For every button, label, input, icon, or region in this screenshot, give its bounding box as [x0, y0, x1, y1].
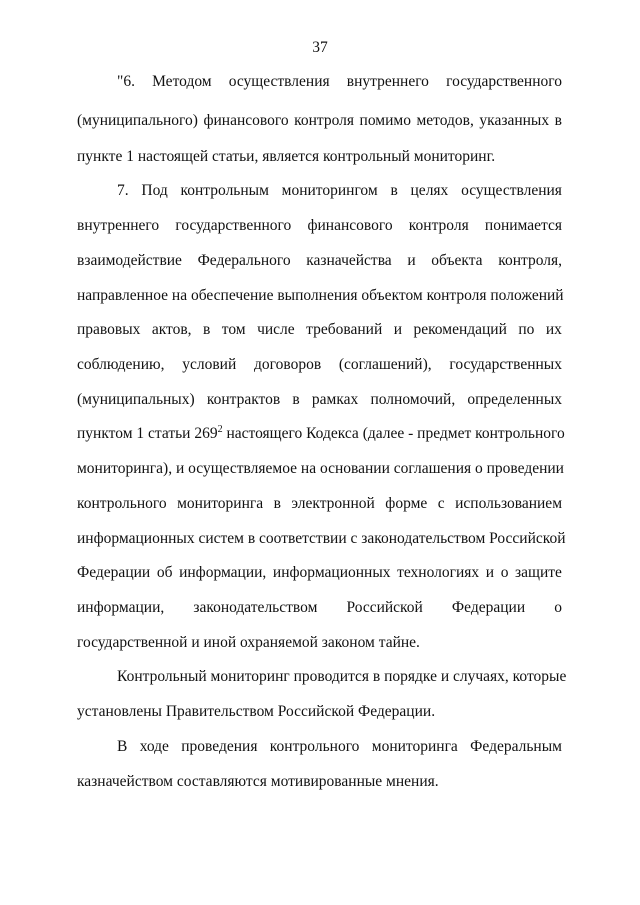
word: (соглашений), — [338, 356, 432, 373]
paragraph-7-line-6 — [77, 355, 562, 375]
word: В — [117, 738, 128, 755]
word: в — [554, 112, 562, 129]
paragraph-monitoring-line-2: установлены Правительством Российской Федерации. — [77, 703, 436, 720]
word: контрактов — [206, 391, 281, 408]
paragraph-7-line-4: направленное на обеспечение выполнения объектом контроля положений — [77, 287, 564, 304]
word: объекта — [431, 252, 483, 269]
word: помимо — [359, 112, 411, 129]
word: том — [221, 321, 246, 338]
word: в — [292, 391, 300, 408]
word: контрольного — [269, 738, 360, 755]
paragraph-6-line-2 — [77, 111, 562, 131]
word: государственных — [449, 356, 562, 373]
text-segment: настоящего Кодекса (далее - предмет контрольного — [222, 425, 565, 442]
word: и — [393, 321, 402, 338]
paragraph-7-line-9: мониторинга), и осуществляемое на основании соглашения о проведении — [77, 460, 564, 477]
word: проведения — [181, 738, 258, 755]
paragraph-7-line-2 — [77, 216, 562, 236]
word: требований — [306, 321, 383, 338]
word: методов, — [416, 112, 474, 129]
word: и — [407, 252, 416, 269]
word: финансового — [307, 217, 393, 234]
word: определенных — [467, 391, 562, 408]
word: рамках — [311, 391, 359, 408]
superscript-article-number: 2 — [217, 423, 223, 435]
word: их — [545, 321, 562, 338]
word: соблюдению, — [77, 356, 165, 373]
paragraph-6-line-1 — [117, 72, 562, 92]
word: форме — [385, 495, 428, 512]
word: информации, — [77, 599, 165, 616]
word: Федерального — [197, 252, 291, 269]
paragraph-monitoring-line-1: Контрольный мониторинг проводится в порядке и случаях, которые — [117, 668, 567, 685]
word: по — [518, 321, 535, 338]
word: рекомендаций — [413, 321, 507, 338]
word: в — [390, 182, 398, 199]
word: осуществления — [461, 182, 562, 199]
word: осуществления — [228, 73, 330, 90]
word: правовых — [77, 321, 141, 338]
paragraph-7-line-13 — [77, 598, 562, 618]
word: в — [203, 321, 211, 338]
word: защите — [515, 564, 562, 581]
word: числе — [257, 321, 295, 338]
page-number: 37 — [312, 39, 328, 56]
word: взаимодействие — [77, 252, 182, 269]
word: Под — [141, 182, 168, 199]
word: мониторингом — [281, 182, 378, 199]
paragraph-final-line-1 — [117, 737, 562, 757]
paragraph-7-line-1 — [117, 181, 562, 201]
text-segment: пунктом 1 статьи 269 — [77, 425, 218, 442]
word: контроля — [294, 112, 355, 129]
word: законодательством — [193, 599, 318, 616]
word: контроля — [408, 217, 469, 234]
word: Российской — [346, 599, 423, 616]
word: электронной — [291, 495, 375, 512]
paragraph-6-line-3: пункте 1 настоящей статьи, является контрольный мониторинг. — [77, 148, 496, 165]
word: актов, — [151, 321, 192, 338]
word: о — [554, 599, 562, 616]
word: в — [273, 495, 281, 512]
word: целях — [410, 182, 449, 199]
word: контрольным — [180, 182, 269, 199]
word: "6. — [117, 73, 135, 90]
word: государственного — [446, 73, 562, 90]
word: полномочий, — [370, 391, 456, 408]
word: договоров — [254, 356, 322, 373]
word: ходе — [139, 738, 169, 755]
word: использованием — [455, 495, 562, 512]
word: мониторинга — [371, 738, 458, 755]
word: государственного — [175, 217, 292, 234]
paragraph-7-line-11: информационных систем в соответствии с законодательством Российской — [77, 530, 566, 547]
paragraph-7-line-3 — [77, 251, 562, 271]
word: с — [437, 495, 445, 512]
word: контроля, — [498, 252, 562, 269]
word: Федеральным — [470, 738, 562, 755]
word: Методом — [152, 73, 212, 90]
word: мониторинга — [177, 495, 264, 512]
word: понимается — [484, 217, 562, 234]
paragraph-7-line-14: государственной и иной охраняемой законом тайне. — [77, 634, 420, 651]
paragraph-7-line-10 — [77, 494, 562, 514]
word: условий — [182, 356, 237, 373]
paragraph-7-line-8 — [77, 423, 565, 444]
word: финансового — [203, 112, 289, 129]
word: информации, — [179, 564, 267, 581]
paragraph-7-line-7 — [77, 390, 562, 410]
word: указанных — [479, 112, 550, 129]
paragraph-7-line-5 — [77, 320, 562, 340]
word: внутреннего — [77, 217, 160, 234]
paragraph-7-line-12 — [77, 563, 562, 583]
word: Федерации — [451, 599, 526, 616]
word: внутреннего — [346, 73, 429, 90]
word: 7. — [117, 182, 129, 199]
word: об — [156, 564, 173, 581]
word: казначейства — [306, 252, 392, 269]
word: Федерации — [77, 564, 151, 581]
word: технологиях — [397, 564, 480, 581]
word: контрольного — [77, 495, 167, 512]
word: (муниципальных) — [77, 391, 195, 408]
word: (муниципального) — [77, 112, 198, 129]
paragraph-final-line-2: казначейством составляются мотивированные мнения. — [77, 773, 439, 790]
word: информационных — [272, 564, 391, 581]
word: и — [485, 564, 495, 581]
word: о — [500, 564, 509, 581]
